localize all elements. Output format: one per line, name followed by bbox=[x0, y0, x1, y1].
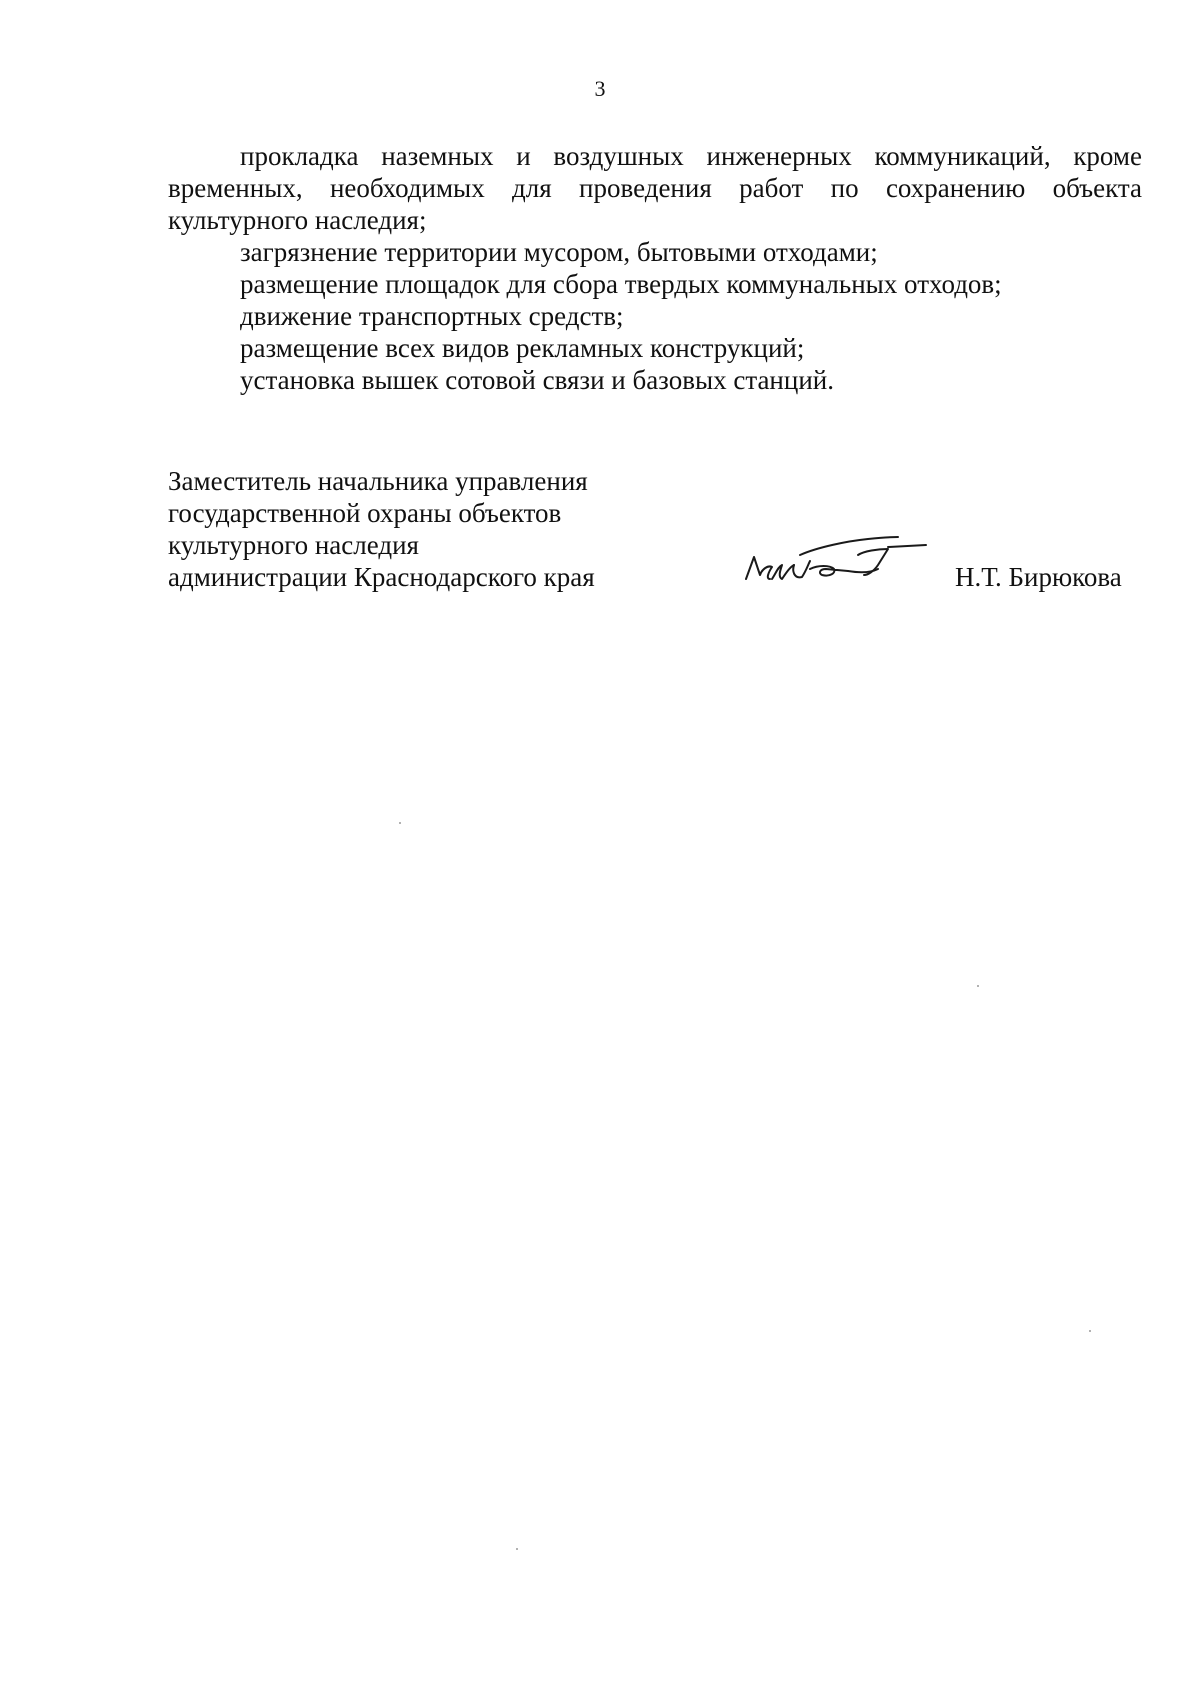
document-body bbox=[168, 140, 1142, 396]
list-item: размещение площадок для сбора твердых коммунальных отходов; bbox=[240, 269, 1002, 299]
page-number: 3 bbox=[594, 76, 606, 101]
scan-speck bbox=[1089, 1330, 1091, 1332]
list-item: установка вышек сотовой связи и базовых станций. bbox=[240, 365, 834, 395]
signer-position bbox=[168, 465, 595, 593]
scan-speck bbox=[516, 1548, 518, 1550]
list-item: загрязнение территории мусором, бытовыми отходами; bbox=[240, 237, 878, 267]
scan-speck bbox=[977, 985, 979, 987]
signer-position-line: Заместитель начальника управления bbox=[168, 466, 588, 496]
scan-speck bbox=[399, 822, 401, 824]
signer-name: Н.Т. Бирюкова bbox=[955, 562, 1122, 592]
signer-position-line: администрации Краснодарского края bbox=[168, 562, 595, 592]
paragraph-engineering-communications: прокладка наземных и воздушных инженерных коммуникаций, кроме временных, необходимых для проведения работ по сохранению объекта культурного наследия; bbox=[168, 141, 1142, 235]
list-item: движение транспортных средств; bbox=[240, 301, 624, 331]
signer-position-line: государственной охраны объектов bbox=[168, 498, 562, 528]
list-item: размещение всех видов рекламных конструкций; bbox=[240, 333, 805, 363]
handwritten-signature bbox=[738, 525, 928, 585]
signature-block bbox=[168, 465, 1142, 605]
signer-position-line: культурного наследия bbox=[168, 530, 419, 560]
